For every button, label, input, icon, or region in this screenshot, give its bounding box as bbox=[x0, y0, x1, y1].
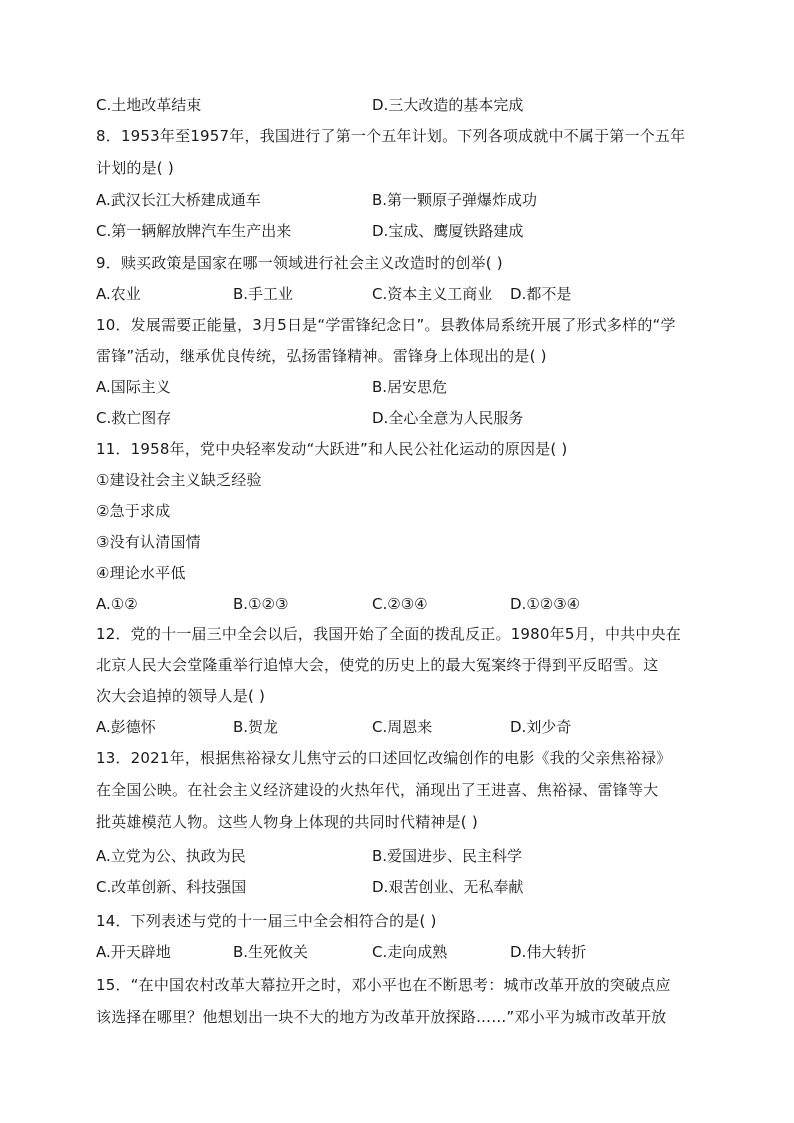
q12-option-b: B.贺龙 bbox=[233, 718, 279, 736]
q9-stem-line1: 9．赎买政策是国家在哪一领域进行社会主义改造时的创举( ) bbox=[96, 254, 503, 272]
q10-option-b: B.居安思危 bbox=[372, 378, 448, 396]
q12-option-c: C.周恩来 bbox=[372, 718, 433, 736]
q7-option-c: C.土地改革结束 bbox=[96, 96, 202, 114]
q12-option-a: A.彭德怀 bbox=[96, 718, 156, 736]
q7-option-d: D.三大改造的基本完成 bbox=[372, 96, 524, 114]
q13-stem-line3: 批英雄模范人物。这些人物身上体现的共同时代精神是( ) bbox=[96, 813, 478, 831]
q14-option-d: D.伟大转折 bbox=[510, 943, 587, 961]
q12-stem-line2: 北京人民大会堂隆重举行追悼大会，使党的历史上的最大冤案终于得到平反昭雪。这 bbox=[96, 656, 659, 674]
q9-option-b: B.手工业 bbox=[233, 285, 294, 303]
q13-stem-line2: 在全国公映。在社会主义经济建设的火热年代，涌现出了王进喜、焦裕禄、雷锋等大 bbox=[96, 781, 659, 799]
q11-option-b: B.①②③ bbox=[233, 595, 289, 613]
q14-option-c: C.走向成熟 bbox=[372, 943, 448, 961]
q11-statement-4: ④理论水平低 bbox=[96, 564, 186, 582]
q13-option-b: B.爱国进步、民主科学 bbox=[372, 847, 523, 865]
q13-option-a: A.立党为公、执政为民 bbox=[96, 847, 246, 865]
q9-option-a: A.农业 bbox=[96, 285, 141, 303]
q8-option-c: C.第一辆解放牌汽车生产出来 bbox=[96, 222, 292, 240]
q11-option-a: A.①② bbox=[96, 595, 138, 613]
q10-stem-line2: 雷锋”活动，继承优良传统，弘扬雷锋精神。雷锋身上体现出的是( ) bbox=[96, 347, 547, 365]
q15-stem-line2: 该选择在哪里？他想划出一块不大的地方为改革开放探路……”邓小平为城市改革开放 bbox=[96, 1008, 667, 1026]
q12-stem-line1: 12．党的十一届三中全会以后，我国开始了全面的拨乱反正。1980年5月，中共中央在 bbox=[96, 625, 682, 643]
q12-option-d: D.刘少奇 bbox=[510, 718, 572, 736]
q10-option-c: C.救亡图存 bbox=[96, 409, 172, 427]
q11-statement-2: ②急于求成 bbox=[96, 502, 171, 520]
q14-option-a: A.开天辟地 bbox=[96, 943, 171, 961]
q14-stem-line1: 14．下列表述与党的十一届三中全会相符合的是( ) bbox=[96, 912, 437, 930]
q11-option-c: C.②③④ bbox=[372, 595, 428, 613]
q8-stem-line2: 计划的是( ) bbox=[96, 159, 174, 177]
q8-option-d: D.宝成、鹰厦铁路建成 bbox=[372, 222, 524, 240]
q11-statement-1: ①建设社会主义缺乏经验 bbox=[96, 471, 262, 489]
q13-option-d: D.艰苦创业、无私奉献 bbox=[372, 878, 524, 896]
q11-stem-line1: 11．1958年，党中央轻率发动“大跃进”和人民公社化运动的原因是( ) bbox=[96, 440, 568, 458]
q11-option-d: D.①②③④ bbox=[510, 595, 581, 613]
q13-option-c: C.改革创新、科技强国 bbox=[96, 878, 247, 896]
q10-option-d: D.全心全意为人民服务 bbox=[372, 409, 524, 427]
q9-option-c: C.资本主义工商业 bbox=[372, 285, 493, 303]
q13-stem-line1: 13．2021年，根据焦裕禄女儿焦守云的口述回忆改编创作的电影《我的父亲焦裕禄》 bbox=[96, 749, 672, 767]
q8-option-a: A.武汉长江大桥建成通车 bbox=[96, 191, 261, 209]
q9-option-d: D.都不是 bbox=[510, 285, 572, 303]
q8-option-b: B.第一颗原子弹爆炸成功 bbox=[372, 191, 538, 209]
q15-stem-line1: 15．“在中国农村改革大幕拉开之时，邓小平也在不断思考：城市改革开放的突破点应 bbox=[96, 976, 671, 994]
q8-stem-line1: 8．1953年至1957年，我国进行了第一个五年计划。下列各项成就中不属于第一个五年 bbox=[96, 127, 686, 145]
q11-statement-3: ③没有认清国情 bbox=[96, 533, 201, 551]
q14-option-b: B.生死攸关 bbox=[233, 943, 309, 961]
q12-stem-line3: 次大会追掉的领导人是( ) bbox=[96, 687, 266, 705]
q10-option-a: A.国际主义 bbox=[96, 378, 171, 396]
q10-stem-line1: 10．发展需要正能量，3月5日是“学雷锋纪念日”。县教体局系统开展了形式多样的“学 bbox=[96, 316, 676, 334]
